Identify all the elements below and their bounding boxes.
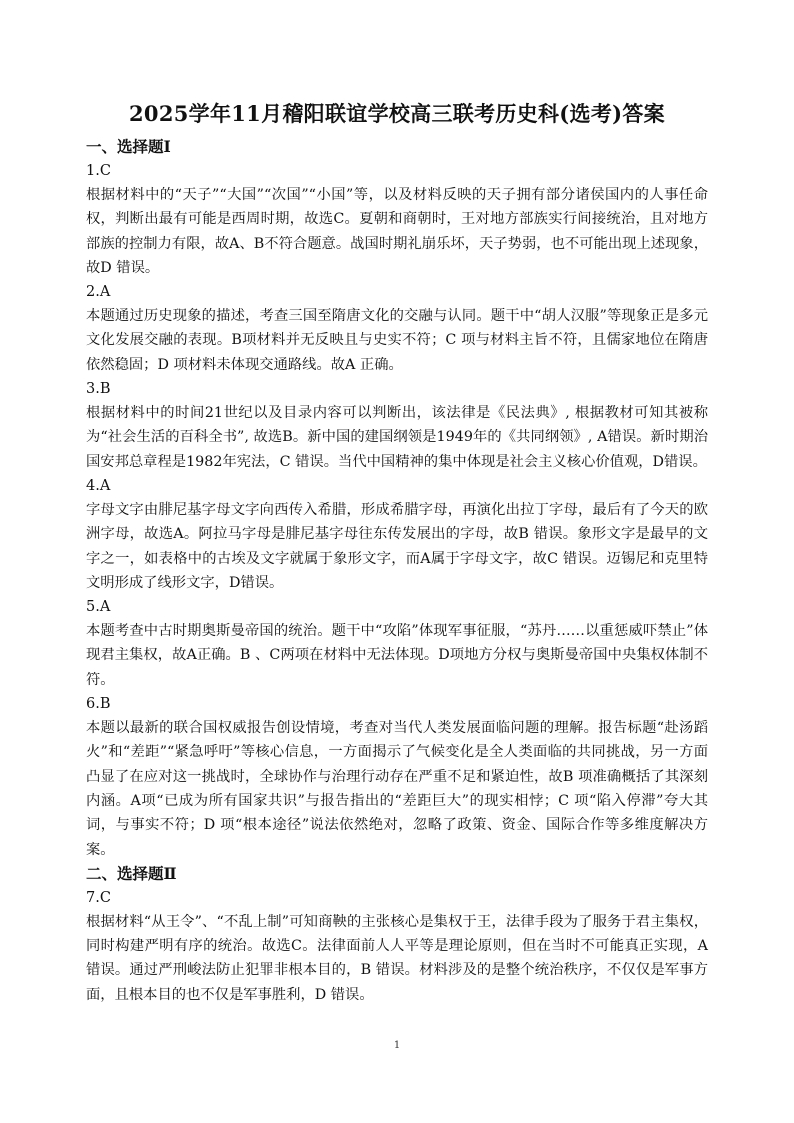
page-number: 1 (393, 1040, 401, 1051)
question-explanation-4: 字母文字由腓尼基字母文字向西传入希腊，形成希腊字母，再演化出拉丁字母，最后有了今天的欧洲字母，故选A。阿拉马字母是腓尼基字母往东传发展出的字母，故B 错误。象形文字是最早的文字之一，如表格中的古埃及文字就属于象形文字，而A属于字母文字，故C 错误。迈锡尼和克里特文明形成了线形文字，D错误。 (86, 501, 708, 591)
question-explanation-2: 本题通过历史现象的描述，考查三国至隋唐文化的交融与认同。题干中“胡人汉服”等现象正是多元文化发展交融的表现。B项材料并无反映且与史实不符；C 项与材料主旨不符，且儒家地位在隋唐依然稳固；D 项材料未体现交通路线。故A 正确。 (86, 308, 708, 373)
question-number-1: 1.C (86, 163, 111, 179)
question-number-6: 6.B (86, 696, 111, 713)
question-number-2: 2.A (86, 284, 111, 301)
question-explanation-7: 根据材料“从王令”、“不乱上制”可知商鞅的主张核心是集权于王，法律手段为了服务于君主集权，同时构建严明有序的统治。故选C。法律面前人人平等是理论原则，但在当时不可能真正实现，A 错误。通过严刑峻法防止犯罪非根本目的，B 错误。材料涉及的是整个统治秩序，不仅仅是军事方面，且根本目的也不仅是军事胜利，D 错误。 (86, 913, 708, 1003)
question-explanation-3: 根据材料中的时间21世纪以及目录内容可以判断出，该法律是《民法典》, 根据教材可知其被称为“社会生活的百科全书”, 故选B。新中国的建国纲领是1949年的《共同纲领》, A错误。新时期治国安邦总章程是1982年宪法，C 错误。当代中国精神的集中体现是社会主义核心价值观，D错误。 (86, 405, 708, 470)
question-number-4: 4.A (86, 477, 111, 494)
question-number-3: 3.B (86, 381, 111, 398)
question-explanation-1: 根据材料中的“天子”“大国”“次国”“小国”等，以及材料反映的天子拥有部分诸侯国内的人事任命权，判断出最有可能是西周时期，故选C。夏朝和商朝时，王对地方部族实行间接统治，且对地方部族的控制力有限，故A、B不符合题意。战国时期礼崩乐坏，天子势弱，也不可能出现上述现象，故D 错误。 (86, 187, 708, 276)
page-title: 2025学年11月稽阳联谊学校高三联考历史科(选考)答案 (129, 101, 665, 126)
question-number-7: 7.C (86, 889, 111, 906)
question-explanation-6: 本题以最新的联合国权威报告创设情境，考查对当代人类发展面临问题的理解。报告标题“赴汤蹈火”和“差距”“紧急呼吁”等核心信息，一方面揭示了气候变化是全人类面临的共同挑战，另一方面凸显了在应对这一挑战时，全球协作与治理行动存在严重不足和紧迫性，故B 项准确概括了其深刻内涵。A项“已成为所有国家共识”与报告指出的“差距巨大”的现实相悖；C 项“陷入停滞”夸大其词，与事实不符；D 项“根本途径”说法依然绝对，忽略了政策、资金、国际合作等多维度解决方案。 (86, 720, 708, 858)
answer-content (86, 135, 708, 1007)
question-explanation-5: 本题考查中古时期奥斯曼帝国的统治。题干中“攻陷”体现军事征服，“苏丹……以重惩威吓禁止”体现君主集权，故A正确。B 、C两项在材料中无法体现。D项地方分权与奥斯曼帝国中央集权体制不符。 (86, 623, 708, 688)
section-heading-2: 二、选择题Ⅱ (86, 863, 177, 883)
section-heading-1: 一、选择题I (86, 137, 171, 156)
question-number-5: 5.A (86, 599, 111, 616)
